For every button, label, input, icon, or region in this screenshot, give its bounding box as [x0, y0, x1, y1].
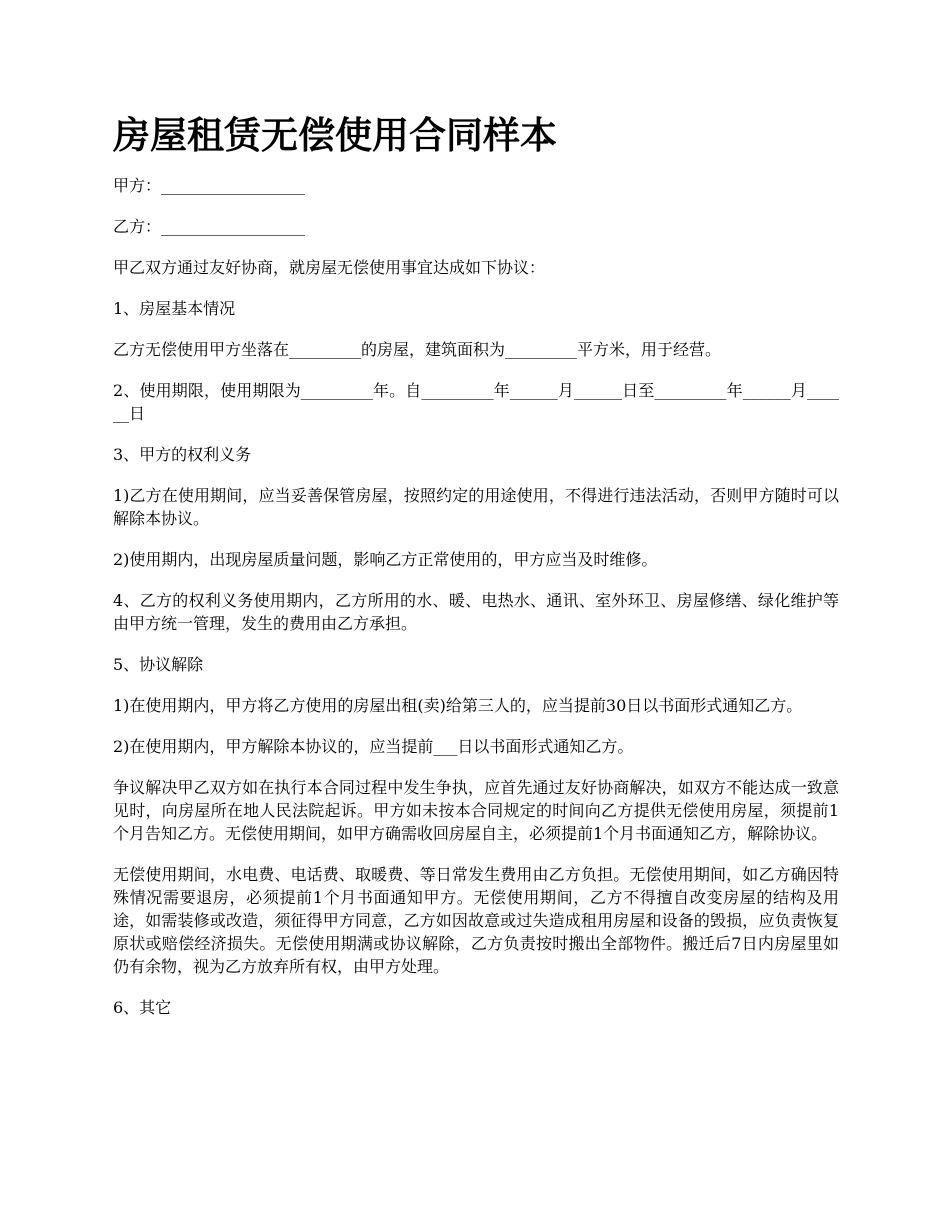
intro-paragraph: 甲乙双方通过友好协商，就房屋无偿使用事宜达成如下协议：: [113, 258, 546, 277]
document-title: 房屋租赁无偿使用合同样本: [113, 114, 557, 157]
section-heading-3: 3、甲方的权利义务: [113, 445, 252, 464]
term-paragraph: 2、使用期限，使用期限为_________年。自_________年______月______日至_________年______月______日: [113, 381, 839, 423]
usage-terms-paragraph: 无偿使用期间，水电费、电话费、取暖费、等日常发生费用由乙方负担。无偿使用期间，如乙方确因特殊情况需要退房，必须提前1个月书面通知甲方。无偿使用期间，乙方不得擅自改变房屋的结构及用途，如需装修或改造，须征得甲方同意，乙方如因故意或过失造成租用房屋和设备的毁损，应负责恢复原状或赔偿经济损失。无偿使用期满或协议解除，乙方负责按时搬出全部物件。搬迁后7日内房屋里如仍有余物，视为乙方放弃所有权，由甲方处理。: [113, 865, 839, 976]
section-heading-1: 1、房屋基本情况: [113, 299, 236, 318]
termination-clause-2: 2)在使用期内，甲方解除本协议的，应当提前___日以书面形式通知乙方。: [113, 737, 634, 756]
party-a-line: 甲方：__________________: [113, 176, 306, 195]
dispute-paragraph: 争议解决甲乙双方如在执行本合同过程中发生争执，应首先通过友好协商解决，如双方不能达成一致意见时，向房屋所在地人民法院起诉。甲方如未按本合同规定的时间向乙方提供无偿使用房屋，须提前1个月告知乙方。无偿使用期间，如甲方确需收回房屋自主，必须提前1个月书面通知乙方，解除协议。: [113, 778, 839, 843]
section-heading-5: 5、协议解除: [113, 655, 204, 674]
section-heading-6: 6、其它: [113, 998, 172, 1017]
party-a-duty-1: 1)乙方在使用期间，应当妥善保管房屋，按照约定的用途使用，不得进行违法活动，否则甲方随时可以解除本协议。: [113, 486, 839, 528]
document-page: [113, 110, 839, 1019]
party-b-duty-paragraph: 4、乙方的权利义务使用期内，乙方所用的水、暖、电热水、通讯、室外环卫、房屋修缮、绿化维护等由甲方统一管理，发生的费用由乙方承担。: [113, 591, 839, 633]
party-a-duty-2: 2)使用期内，出现房屋质量问题，影响乙方正常使用的，甲方应当及时维修。: [113, 550, 658, 569]
property-paragraph: 乙方无偿使用甲方坐落在_________的房屋，建筑面积为_________平方米，用于经营。: [113, 340, 722, 359]
party-b-line: 乙方：__________________: [113, 217, 306, 236]
termination-clause-1: 1)在使用期内，甲方将乙方使用的房屋出租(卖)给第三人的，应当提前30日以书面形式通知乙方。: [113, 696, 803, 715]
